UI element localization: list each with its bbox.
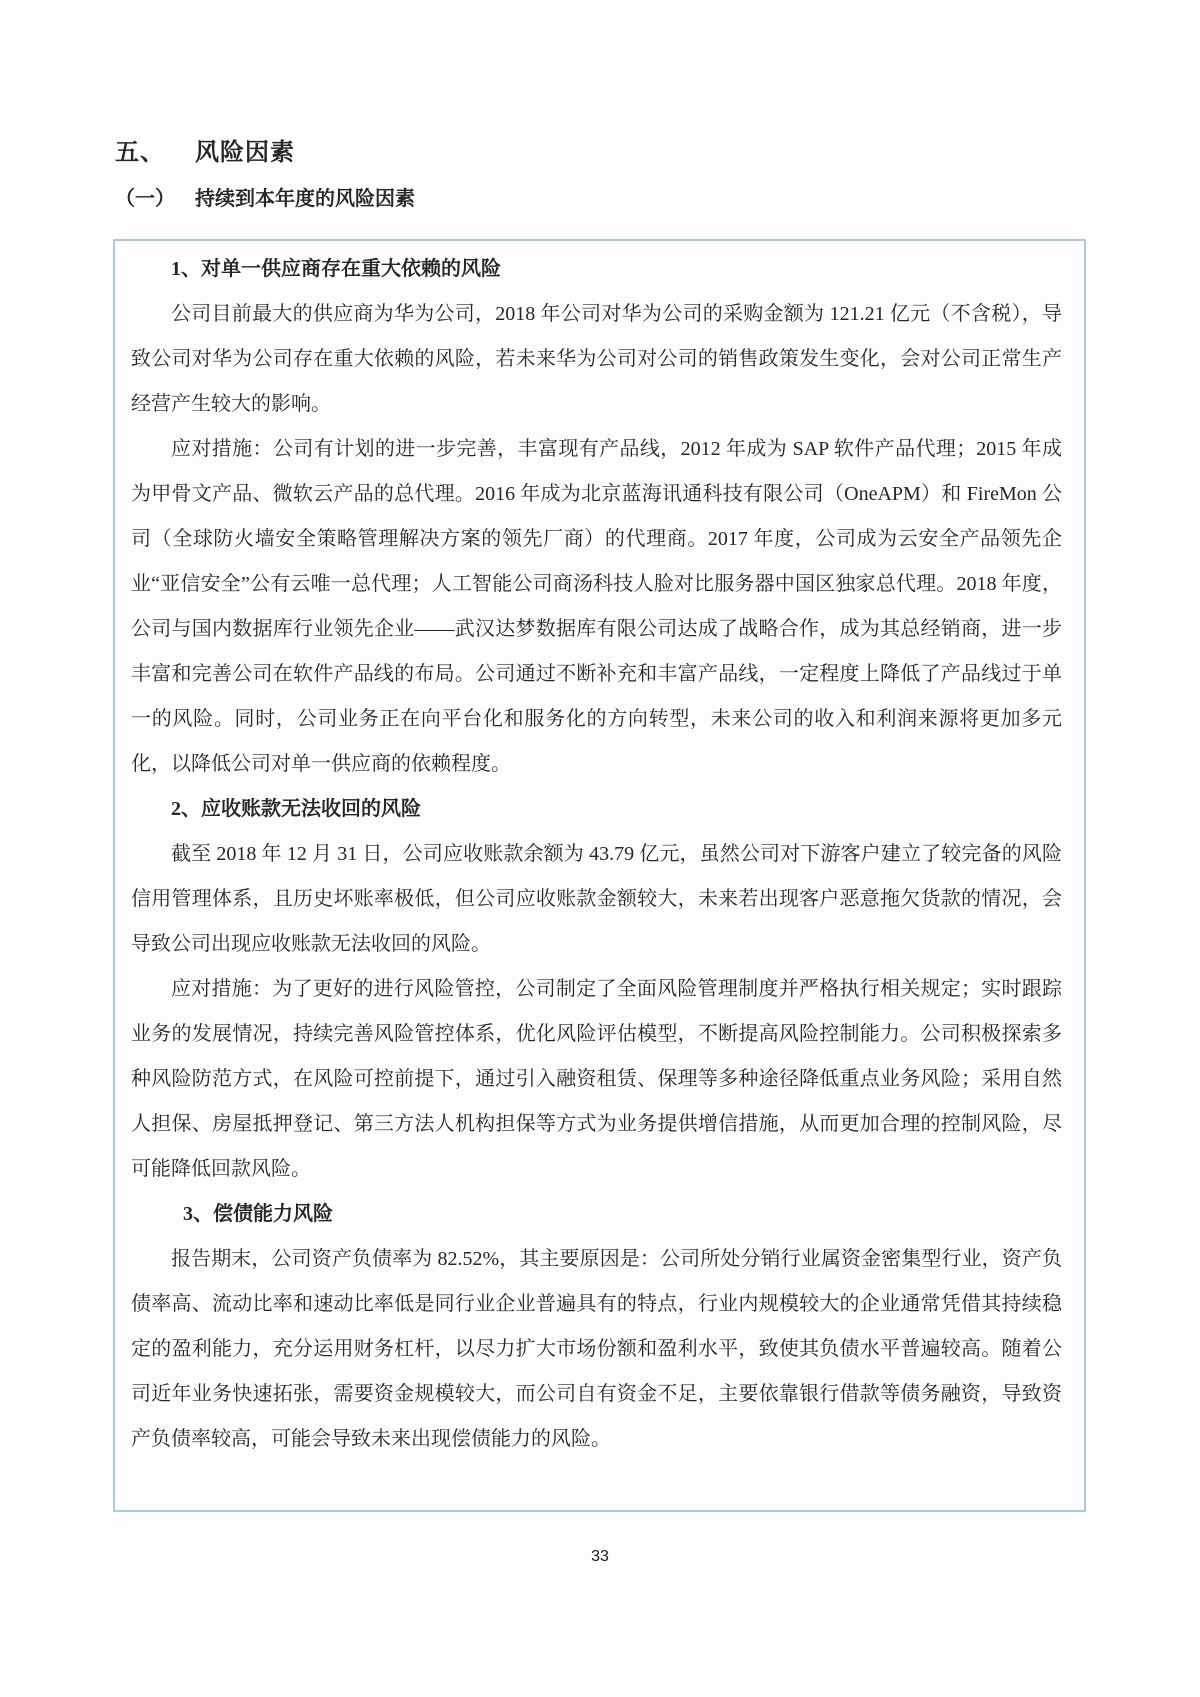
subsection-title: 持续到本年度的风险因素 <box>195 188 415 210</box>
section-title: 风险因素 <box>195 140 295 166</box>
risk-paragraph: 应对措施：为了更好的进行风险管控，公司制定了全面风险管理制度并严格执行相关规定；实时跟踪业务的发展情况，持续完善风险管控体系，优化风险评估模型，不断提高风险控制能力。公司积极探索多种风险防范方式，在风险可控前提下，通过引入融资租赁、保理等多种途径降低重点业务风险；采用自然人担保、房屋抵押登记、第三方法人机构担保等方式为业务提供增信措施，从而更加合理的控制风险，尽可能降低回款风险。 <box>131 978 1062 1180</box>
risk-paragraph: 应对措施：公司有计划的进一步完善，丰富现有产品线，2012 年成为 SAP 软件产品代理；2015 年成为甲骨文产品、微软云产品的总代理。2016 年成为北京蓝海讯通科技有限公司（OneAPM）和 FireMon 公司（全球防火墙安全策略管理解决方案的领先厂商）的代理商。2017 年度，公司成为云安全产品领先企业“亚信安全”公有云唯一总代理；人工智能公司商汤科技人脸对比服务器中国区独家总代理。2018 年度，公司与国内数据库行业领先企业——武汉达梦数据库有限公司达成了战略合作，成为其总经销商，进一步丰富和完善公司在软件产品线的布局。公司通过不断补充和丰富产品线，一定程度上降低了产品线过于单一的风险。同时，公司业务正在向平台化和服务化的方向转型，未来公司的收入和利润来源将更加多元化，以降低公司对单一供应商的依赖程度。 <box>131 438 1062 775</box>
risk-paragraph: 截至 2018 年 12 月 31 日，公司应收账款余额为 43.79 亿元，虽然公司对下游客户建立了较完备的风险信用管理体系，且历史坏账率极低，但公司应收账款金额较大，未来若出现客户恶意拖欠货款的情况，会导致公司出现应收账款无法收回的风险。 <box>131 843 1062 955</box>
risk-factors-box <box>113 239 1086 1512</box>
page-number: 33 <box>591 1548 609 1565</box>
risk-item-heading: 2、应收账款无法收回的风险 <box>171 798 421 820</box>
subsection-number: （一） <box>115 188 175 210</box>
risk-item-heading: 3、偿债能力风险 <box>183 1203 333 1225</box>
risk-paragraph: 报告期末，公司资产负债率为 82.52%，其主要原因是：公司所处分销行业属资金密集型行业，资产负债率高、流动比率和速动比率低是同行业企业普遍具有的特点，行业内规模较大的企业通常凭借其持续稳定的盈利能力，充分运用财务杠杆，以尽力扩大市场份额和盈利水平，致使其负债水平普遍较高。随着公司近年业务快速拓张，需要资金规模较大，而公司自有资金不足，主要依靠银行借款等债务融资，导致资产负债率较高，可能会导致未来出现偿债能力的风险。 <box>131 1248 1062 1450</box>
subsection-heading <box>115 182 415 211</box>
risk-item-solvency <box>131 1192 1062 1462</box>
risk-item-supplier-dependence <box>131 247 1062 787</box>
risk-item-receivables <box>131 787 1062 1192</box>
risk-paragraph: 公司目前最大的供应商为华为公司，2018 年公司对华为公司的采购金额为 121.21 亿元（不含税），导致公司对华为公司存在重大依赖的风险，若未来华为公司对公司的销售政策发生变化，会对公司正常生产经营产生较大的影响。 <box>131 303 1062 415</box>
risk-item-heading: 1、对单一供应商存在重大依赖的风险 <box>171 258 501 280</box>
section-heading <box>115 132 295 167</box>
section-number: 五、 <box>115 140 165 166</box>
